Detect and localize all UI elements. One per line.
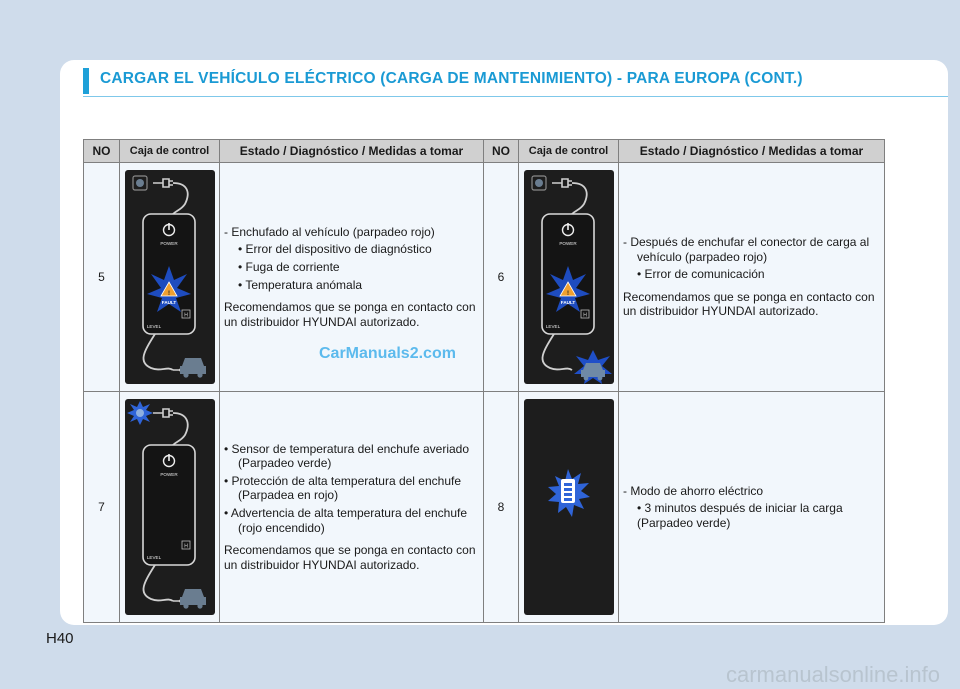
status-description (619, 163, 885, 392)
col-header-status: Estado / Diagnóstico / Medidas a tomar (619, 140, 885, 163)
status-line: • Fuga de corriente (238, 259, 340, 274)
control-box-illustration (125, 399, 215, 615)
recommendation-text: Recomendamos que se ponga en contacto con un distribuidor HYUNDAI autorizado. (224, 300, 476, 329)
svg-text:LEVEL: LEVEL (146, 555, 161, 560)
status-line: - Después de enchufar el conector de carga al vehículo (parpadeo rojo) (623, 234, 870, 264)
control-box-diagram (125, 170, 215, 384)
svg-text:H: H (183, 312, 188, 319)
control-box-illustration (524, 170, 614, 384)
status-description (619, 392, 885, 623)
status-line: • Protección de alta temperatura del enchufe (Parpadea en rojo) (224, 473, 462, 503)
svg-text:POWER: POWER (159, 241, 178, 246)
status-line: • Temperatura anómala (238, 277, 363, 292)
svg-text:FAULT: FAULT (560, 300, 575, 305)
control-box-diagram (125, 399, 215, 615)
control-box-cell (120, 163, 220, 392)
table-header-row (84, 140, 885, 163)
status-line: - Enchufado al vehículo (parpadeo rojo) (224, 224, 435, 239)
svg-text:LEVEL: LEVEL (146, 324, 161, 329)
row-number: 5 (84, 163, 120, 392)
control-box-cell (519, 392, 619, 623)
control-box-diagram (524, 399, 614, 615)
status-line: - Modo de ahorro eléctrico (623, 483, 764, 498)
status-line: • 3 minutos después de iniciar la carga (Parpadeo verde) (637, 501, 843, 530)
control-box-illustration (125, 170, 215, 384)
svg-text:POWER: POWER (558, 241, 577, 246)
control-box-cell (519, 163, 619, 392)
svg-text:FAULT: FAULT (161, 300, 176, 305)
table-row (84, 392, 885, 623)
control-box-cell (120, 392, 220, 623)
footer-watermark: carmanualsonline.info (725, 662, 940, 687)
recommendation-text: Recomendamos que se ponga en contacto con un distribuidor HYUNDAI autorizado. (224, 543, 476, 572)
table-row (84, 163, 885, 392)
row-number: 6 (484, 163, 519, 392)
col-header-no: NO (84, 140, 120, 163)
col-header-control-box: Caja de control (120, 140, 220, 163)
svg-text:POWER: POWER (159, 472, 178, 477)
control-box-illustration (524, 399, 614, 615)
status-line: • Error de comunicación (637, 267, 765, 282)
svg-text:!: ! (167, 291, 170, 297)
row-number: 8 (484, 392, 519, 623)
svg-text:H: H (582, 312, 587, 319)
svg-text:LEVEL: LEVEL (545, 324, 560, 329)
page-number: H40 (46, 630, 74, 647)
svg-text:H: H (183, 543, 188, 550)
status-description (220, 392, 484, 623)
status-line: • Sensor de temperatura del enchufe averiado (Parpadeo verde) (224, 441, 470, 471)
status-line: • Advertencia de alta temperatura del enchufe (rojo encendido) (224, 506, 468, 535)
title-rule (83, 96, 948, 97)
svg-text:!: ! (566, 291, 569, 297)
status-table (83, 139, 885, 623)
watermark-text: CarManuals2.com (319, 345, 456, 362)
col-header-status: Estado / Diagnóstico / Medidas a tomar (220, 140, 484, 163)
col-header-no: NO (484, 140, 519, 163)
control-box-diagram (524, 170, 614, 384)
col-header-control-box: Caja de control (519, 140, 619, 163)
recommendation-text: Recomendamos que se ponga en contacto con un distribuidor HYUNDAI autorizado. (623, 289, 875, 319)
page-title: CARGAR EL VEHÍCULO ELÉCTRICO (CARGA DE MANTENIMIENTO) - PARA EUROPA (CONT.) (100, 70, 803, 87)
row-number: 7 (84, 392, 120, 623)
status-line: • Error del dispositivo de diagnóstico (238, 242, 432, 257)
title-accent-bar (83, 68, 89, 94)
